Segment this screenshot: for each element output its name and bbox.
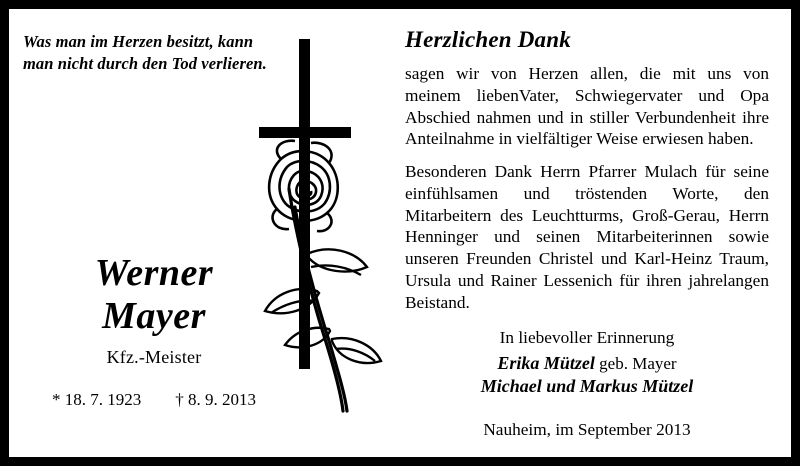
motto-line-2: man nicht durch den Tod verlieren. <box>23 54 267 74</box>
left-column <box>9 9 391 457</box>
signature-line-2: Michael und Markus Mützel <box>480 375 694 396</box>
life-dates <box>9 390 299 410</box>
signer-name-suffix: geb. Mayer <box>594 353 677 373</box>
first-name: Werner <box>94 252 214 294</box>
profession-label: Kfz.-Meister <box>106 347 202 368</box>
right-column <box>391 9 791 457</box>
thanks-paragraph-1: sagen wir von Herzen allen, die mit uns von meinem liebenVater, Schwiegervater und Opa Abschied nahmen und in stiller Verbundenheit ihre Anteilnahme in vielfältiger Weise erwiesen haben. <box>405 64 769 149</box>
cross-with-rose-icon <box>237 39 391 439</box>
thanks-title: Herzlichen Dank <box>405 27 571 52</box>
birth-date: * 18. 7. 1923 <box>52 390 142 409</box>
motto-line-1: Was man im Herzen besitzt, kann <box>23 32 254 51</box>
thanks-paragraph-2: Besonderen Dank Herrn Pfarrer Mulach für seine einfühlsamen und tröstenden Worte, den Mitarbeitern des Leuchtturms, Groß-Gerau, Herrn Henninger und seinen Mitarbeiterinnen sowie unseren Freunden Christel und Karl-Heinz Traum, Ursula und Rainer Lessenich für ihren jahrelangen Beistand. <box>405 162 769 312</box>
signer-name-primary: Erika Mützel <box>497 352 595 373</box>
notice-content <box>9 9 791 457</box>
death-date: † 8. 9. 2013 <box>175 390 256 409</box>
deceased-name-block <box>9 252 299 368</box>
memory-line: In liebevoller Erinnerung <box>499 327 675 347</box>
place-and-date: Nauheim, im September 2013 <box>483 420 691 440</box>
signature-line-1 <box>405 352 769 375</box>
last-name: Mayer <box>102 294 206 337</box>
